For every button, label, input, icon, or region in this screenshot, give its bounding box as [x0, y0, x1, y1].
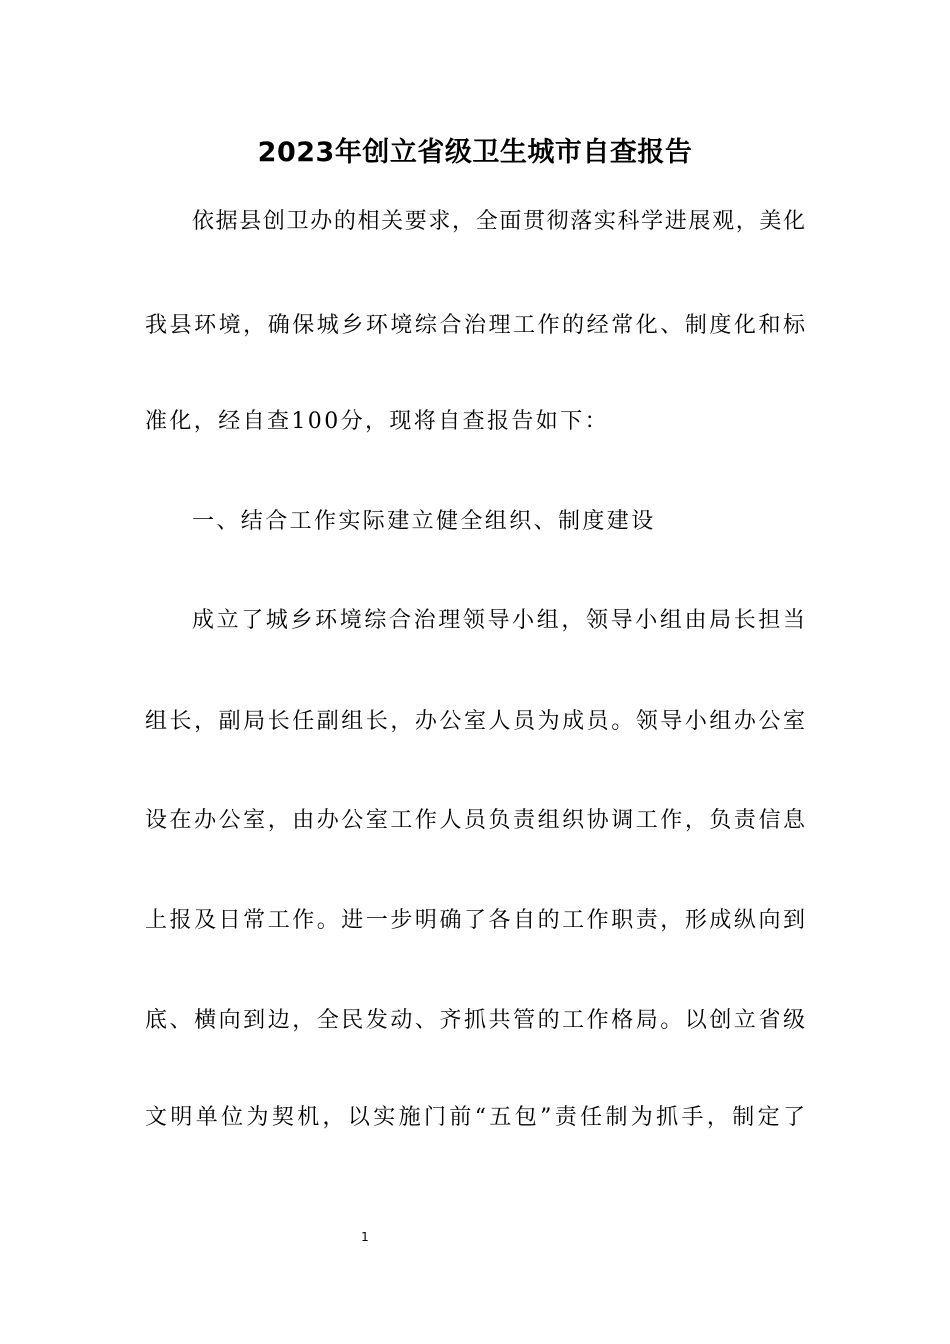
paragraph-line: 组长，副局长任副组长，办公室人员为成员。领导小组办公室	[145, 709, 805, 734]
paragraph-line: 文明单位为契机，以实施门前“五包”责任制为抓手，制定了	[145, 1105, 805, 1130]
paragraph-line: 我县环境，确保城乡环境综合治理工作的经常化、制度化和标	[145, 313, 805, 338]
paragraph-line: 依据县创卫办的相关要求，全面贯彻落实科学进展观，美化	[192, 209, 805, 234]
document-title: 2023年创立省级卫生城市自查报告	[257, 137, 693, 168]
paragraph-line: 成立了城乡环境综合治理领导小组，领导小组由局长担当	[192, 608, 805, 633]
paragraph-line: 上报及日常工作。进一步明确了各自的工作职责，形成纵向到	[145, 908, 805, 933]
paragraph-line: 设在办公室，由办公室工作人员负责组织协调工作，负责信息	[145, 808, 805, 833]
section-heading: 一、结合工作实际建立健全组织、制度建设	[192, 509, 656, 534]
paragraph-line: 准化，经自查100分，现将自查报告如下：	[145, 409, 609, 434]
paragraph-line: 底、横向到边，全民发动、齐抓共管的工作格局。以创立省级	[145, 1008, 805, 1033]
page-number: 1	[361, 1230, 369, 1244]
